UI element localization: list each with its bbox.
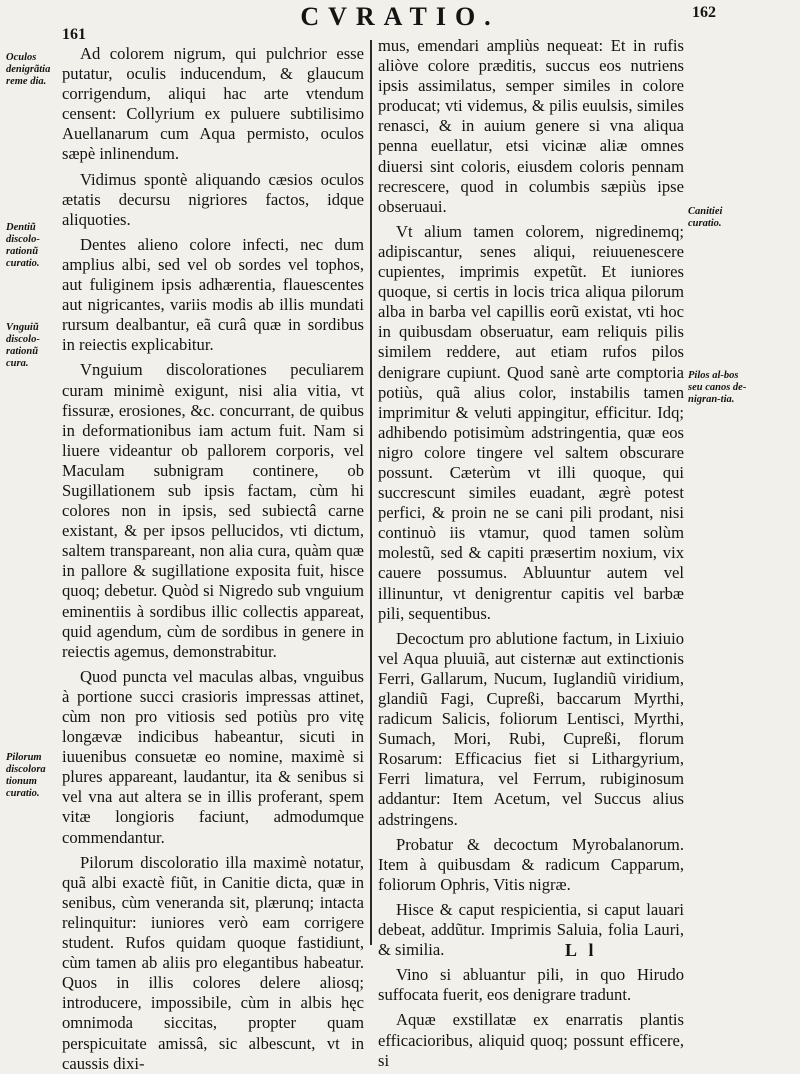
paragraph: Probatur & decoctum Myrobalanorum. Item à quibusdam & radicum Capparum, foliorum Ophris, Vitis nigræ. [378, 834, 684, 894]
signature-mark: L l [565, 940, 598, 960]
left-text-column [62, 44, 364, 1074]
paragraph: mus, emendari ampliùs nequeat: Et in rufis aliòve colore præditis, succus eos nutriens ipsis assimilatus, semper similes in colore producat; vti videmus, & pilis euulsis, similes renasci, & in auium genere si vna aliqua penna euellatur, etsi vicinæ aliæ omnes diuersi sint coloris, eiusdem coloris pennam recrescere, quod in columbis sæpiùs ipse obseruaui. [378, 36, 684, 216]
paragraph: Aquæ exstillatæ ex enarratis plantis efficacioribus, aliquid quoq; possunt efficere, si [378, 1010, 684, 1070]
running-head: CVRATIO. [300, 2, 500, 31]
paragraph: Vt alium tamen colorem, nigredinemq; adipiscantur, senes aliqui, reiuuenescere cupientes, imprimis expetũt. Et iuniores quoque, si certis in locis trica aliqua pilorum alba in barba vel capillis eorũ existat, vti hoc in quibusdam obseruatur, eam reliquis pilis similem reddere, aut etiam rufos pilos denigrare cupiunt. Quod sanè arte comptoria potiùs, quã alius color, instabilis tamen imprimitur & veluti appingitur, efficitur. Idq; adhibendo potisimùm adstringentia, quæ eos nigro colore tingere vel saltem obscurare possunt. Cæterùm vt illi quoque, qui succrescunt similes euadant, ægrè potest perfici, & proin ne se cani pili prodant, nisi continuò iis vtamur, quod tamen solùm molestũ, sed & capiti præsertim noxium, vix cauere possumus. Abluuntur autem vel illinuntur, vt denigrentur capitis vel barbæ pili, sequentibus. [378, 221, 684, 623]
page-number-right: 162 [692, 4, 716, 21]
right-text-column [378, 36, 684, 1071]
paragraph: Vino si abluantur pili, in quo Hirudo suffocata fuerit, eos denigrare tradunt. [378, 965, 684, 1005]
margin-note: Vnguiũ discolo-rationũ cura. [6, 322, 40, 369]
margin-note: Oculos denigrãtia reme dia. [6, 52, 51, 87]
paragraph: Quod puncta vel maculas albas, vnguibus à portione succi crasioris impressas attinet, cùm non pro vitiosis sed potiùs pro vitę longævæ indicibus habeantur, sicuti in iuuenibus consuetæ eo nomine, maximè si plures appareant, laudantur, ita & senibus si vel vna aut altera se in illis proferant, spem vitæ longioris faciunt, admodumque commendantur. [62, 666, 364, 847]
paragraph: Decoctum pro ablutione factum, in Lixiuio vel Aqua pluuiã, aut cisternæ aut extinctionis Ferri, Gallarum, Nucum, Iuglandiũ viridium, glandiũ Fagi, Cupreßi, baccarum Myrthi, radicum Salicis, foliorum Lentisci, Myrthi, Sumach, Mori, Rubi, Cupreßi, florum Rosarum: Efficacius fiet si Lithargyrium, Ferri limatura, vel Ferrum, rubiginosum addantur: Item Acetum, vel Succus alius adstringens. [378, 628, 684, 829]
paragraph: Pilorum discoloratio illa maximè notatur, quã albi exactè fiũt, in Canitie dicta, quæ in senibus, cùm veneranda sit, plærunq; intacta relinquitur: iuniores verò eam corrigere student. Rufos quidam quoque fastidiunt, cùm tamen ab aliis pro elegantibus habeatur. Quos in illis colores delere aliosq; introducere, impossibile, cùm in albis hęc omnimoda siccitas, propter quam perspicuitate amissâ, sic albescunt, vt in caussis dixi- [62, 852, 364, 1073]
page-number-left: 161 [62, 26, 86, 43]
paragraph: Hisce & caput respicientia, si caput lauari debeat, addũtur. Imprimis Saluia, folia Lauri, & similia. [378, 899, 684, 960]
column-divider [370, 40, 372, 945]
margin-note: Pilos al-bos seu canos de-nigran-tia. [688, 370, 747, 405]
paragraph: Ad colorem nigrum, qui pulchrior esse putatur, oculis inducendum, & glaucum corrigendum, aliqui hac arte vtendum censent: Collyrium ex puluere subtilisimo Auellanarum cum Aqua permisto, oculos sæpè inlinendum. [62, 44, 364, 164]
margin-note: Pilorum discolora tionum curatio. [6, 752, 46, 799]
margin-note: Canitiei curatio. [688, 206, 723, 229]
paragraph: Vnguium discolorationes peculiarem curam minimè exigunt, nisi alia vitia, vt fissuræ, erosiones, &c. concurrant, de quibus in deformationibus iam actum fuit. Nam si liuere videantur ob pallorem corporis, vel Maculam subnigram continere, ob Sugillationem sub ipsis factam, cùm hi colores non in ipsis, sed subiectâ carne existant, & per ipsos pellucidos, vti dictum, saltem transpareant, non alia cura, quàm quæ in pallore & sugillatione exposita fuit, hisce quoq; debetur. Quòd si Nigredo sub vnguium eminentiis à sordibus illic collectis appareat, quid agendum, cùm de sordibus in genere in reiectis agemus, demonstrabitur. [62, 360, 364, 661]
paragraph: Vidimus spontè aliquando cæsios oculos ætatis decursu nigriores factos, idque aliquoties. [62, 169, 364, 229]
margin-note: Dentiũ discolo-rationũ curatio. [6, 222, 40, 269]
paragraph: Dentes alieno colore infecti, nec dum amplius albi, sed vel ob sordes vel tophos, aut fuliginem ipsis adhærentia, flauescentes aut nigricantes, variis modis ab illis mundati rursum dealbantur, eã curâ quæ in sordibus in reiectis explicabitur. [62, 234, 364, 355]
